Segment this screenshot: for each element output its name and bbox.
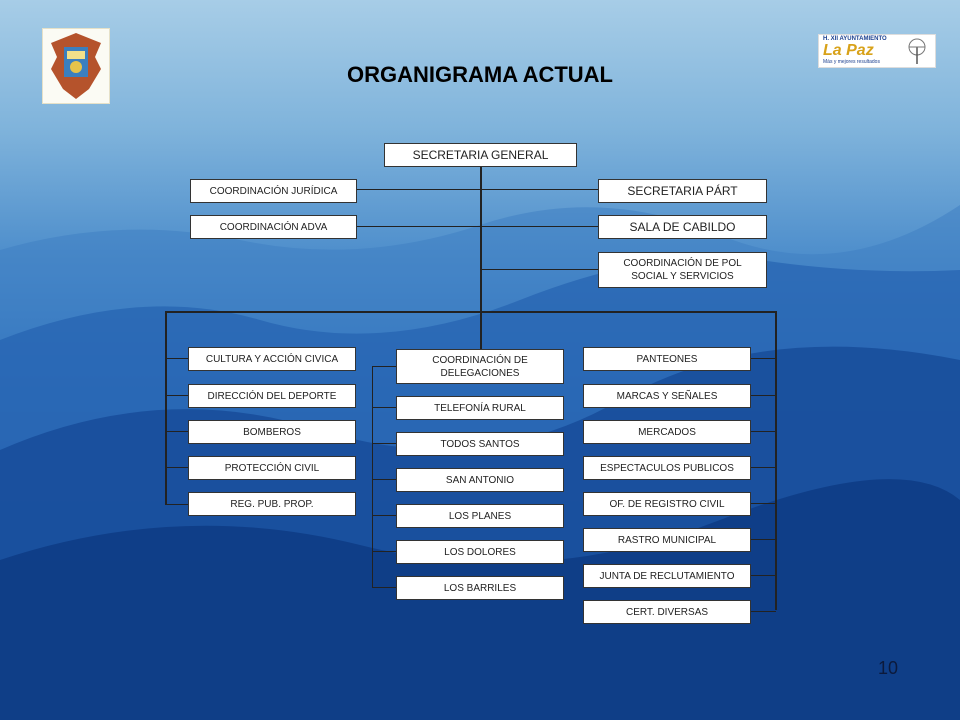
- org-box-right-6: RASTRO MUNICIPAL: [583, 528, 751, 552]
- connector-line: [751, 575, 776, 576]
- connector-line: [372, 366, 373, 587]
- connector-line: [480, 311, 482, 349]
- connector-line: [751, 503, 776, 504]
- connector-line: [775, 311, 777, 610]
- org-box-left-3: BOMBEROS: [188, 420, 356, 444]
- org-box-left-4: PROTECCIÓN CIVIL: [188, 456, 356, 480]
- connector-line: [165, 311, 167, 505]
- connector-line: [481, 269, 598, 270]
- connector-line: [751, 395, 776, 396]
- connector-line: [372, 366, 396, 367]
- org-box-right-staff-2: SALA DE CABILDO: [598, 215, 767, 239]
- org-box-mid-7: LOS BARRILES: [396, 576, 564, 600]
- connector-line: [751, 358, 776, 359]
- connector-line: [751, 611, 776, 612]
- org-box-right-4: ESPECTACULOS PUBLICOS: [583, 456, 751, 480]
- connector-line: [165, 311, 777, 313]
- org-box-mid-1: COORDINACIÓN DE DELEGACIONES: [396, 349, 564, 384]
- connector-line: [372, 479, 396, 480]
- org-box-left-staff-2: COORDINACIÓN ADVA: [190, 215, 357, 239]
- connector-line: [480, 166, 482, 311]
- connector-line: [751, 467, 776, 468]
- page-number: 10: [878, 658, 899, 678]
- org-box-right-staff-1: SECRETARIA PÁRT: [598, 179, 767, 203]
- org-box-mid-2: TELEFONÍA RURAL: [396, 396, 564, 420]
- org-box-mid-4: SAN ANTONIO: [396, 468, 564, 492]
- connector-line: [372, 407, 396, 408]
- connector-line: [751, 539, 776, 540]
- connector-line: [165, 358, 188, 359]
- connector-line: [165, 504, 188, 505]
- org-box-right-5: OF. DE REGISTRO CIVIL: [583, 492, 751, 516]
- org-box-mid-5: LOS PLANES: [396, 504, 564, 528]
- org-box-right-8: CERT. DIVERSAS: [583, 600, 751, 624]
- page-title: ORGANIGRAMA ACTUAL: [346, 62, 613, 87]
- connector-line: [357, 189, 599, 190]
- org-box-root: SECRETARIA GENERAL: [384, 143, 577, 167]
- org-box-left-5: REG. PUB. PROP.: [188, 492, 356, 516]
- connector-line: [165, 395, 188, 396]
- connector-line: [165, 431, 188, 432]
- org-box-right-3: MERCADOS: [583, 420, 751, 444]
- connector-line: [751, 431, 776, 432]
- org-box-right-staff-3: COORDINACIÓN DE POL SOCIAL Y SERVICIOS: [598, 252, 767, 288]
- org-box-left-1: CULTURA Y ACCIÓN CIVICA: [188, 347, 356, 371]
- org-box-right-7: JUNTA DE RECLUTAMIENTO: [583, 564, 751, 588]
- connector-line: [165, 467, 188, 468]
- org-box-mid-6: LOS DOLORES: [396, 540, 564, 564]
- connector-line: [372, 443, 396, 444]
- org-box-right-1: PANTEONES: [583, 347, 751, 371]
- logo-ayuntamiento-text: H. XII AYUNTAMIENTO: [823, 36, 887, 42]
- org-box-left-staff-1: COORDINACIÓN JURÍDICA: [190, 179, 357, 203]
- logo-la-paz-text: La Paz: [823, 42, 874, 59]
- connector-line: [372, 515, 396, 516]
- org-box-mid-3: TODOS SANTOS: [396, 432, 564, 456]
- logo-slogan-text: Más y mejores resultados: [823, 59, 880, 65]
- org-box-left-2: DIRECCIÓN DEL DEPORTE: [188, 384, 356, 408]
- connector-line: [372, 587, 396, 588]
- connector-line: [372, 551, 396, 552]
- windmill-icon: [903, 37, 931, 65]
- connector-line: [357, 226, 599, 227]
- org-box-right-2: MARCAS Y SEÑALES: [583, 384, 751, 408]
